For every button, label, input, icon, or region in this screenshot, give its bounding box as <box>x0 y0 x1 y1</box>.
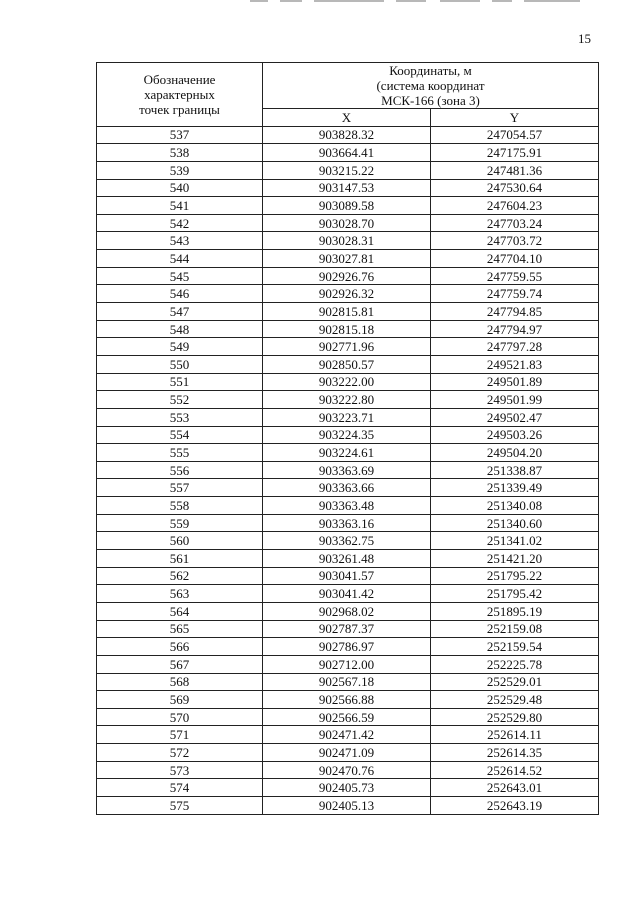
table-row <box>97 444 599 462</box>
y-coordinate-cell: 249501.89 <box>431 373 599 391</box>
x-coordinate-cell: 902815.81 <box>263 303 431 321</box>
point-cell: 562 <box>97 567 263 585</box>
header-line: (система координат <box>376 78 485 93</box>
point-cell: 543 <box>97 232 263 250</box>
table-row <box>97 338 599 356</box>
point-cell: 559 <box>97 514 263 532</box>
x-coordinate-cell: 903222.00 <box>263 373 431 391</box>
x-coordinate-cell: 902815.18 <box>263 320 431 338</box>
y-coordinate-cell: 247704.10 <box>431 250 599 268</box>
point-cell: 554 <box>97 426 263 444</box>
table-row <box>97 602 599 620</box>
point-cell: 541 <box>97 197 263 215</box>
y-coordinate-cell: 252529.01 <box>431 673 599 691</box>
x-coordinate-cell: 903363.66 <box>263 479 431 497</box>
point-cell: 565 <box>97 620 263 638</box>
point-cell: 552 <box>97 391 263 409</box>
table-row <box>97 214 599 232</box>
y-coordinate-cell: 247797.28 <box>431 338 599 356</box>
table-row <box>97 355 599 373</box>
x-coordinate-cell: 902566.88 <box>263 691 431 709</box>
table-row <box>97 408 599 426</box>
x-coordinate-cell: 903261.48 <box>263 550 431 568</box>
y-coordinate-cell: 252643.19 <box>431 796 599 814</box>
y-coordinate-cell: 249504.20 <box>431 444 599 462</box>
table-row <box>97 691 599 709</box>
y-coordinate-cell: 252225.78 <box>431 655 599 673</box>
y-coordinate-cell: 252159.54 <box>431 638 599 656</box>
table-row <box>97 620 599 638</box>
point-cell: 575 <box>97 796 263 814</box>
table-row <box>97 567 599 585</box>
point-cell: 560 <box>97 532 263 550</box>
y-coordinate-cell: 251795.42 <box>431 585 599 603</box>
x-coordinate-cell: 903224.61 <box>263 444 431 462</box>
x-coordinate-cell: 902771.96 <box>263 338 431 356</box>
x-coordinate-cell: 903147.53 <box>263 179 431 197</box>
table-row <box>97 497 599 515</box>
table-row <box>97 726 599 744</box>
x-coordinate-cell: 902786.97 <box>263 638 431 656</box>
point-cell: 544 <box>97 250 263 268</box>
x-coordinate-cell: 903664.41 <box>263 144 431 162</box>
y-coordinate-cell: 251338.87 <box>431 461 599 479</box>
point-cell: 573 <box>97 761 263 779</box>
x-coordinate-cell: 903224.35 <box>263 426 431 444</box>
y-coordinate-cell: 247794.97 <box>431 320 599 338</box>
y-coordinate-cell: 251421.20 <box>431 550 599 568</box>
y-coordinate-cell: 247703.24 <box>431 214 599 232</box>
table-row <box>97 232 599 250</box>
x-coordinate-cell: 903028.70 <box>263 214 431 232</box>
table-row <box>97 303 599 321</box>
point-cell: 549 <box>97 338 263 356</box>
point-cell: 555 <box>97 444 263 462</box>
x-coordinate-cell: 903223.71 <box>263 408 431 426</box>
x-coordinate-cell: 902567.18 <box>263 673 431 691</box>
point-cell: 548 <box>97 320 263 338</box>
x-coordinate-cell: 902926.76 <box>263 267 431 285</box>
table-row <box>97 373 599 391</box>
table-row <box>97 550 599 568</box>
point-cell: 545 <box>97 267 263 285</box>
point-cell: 569 <box>97 691 263 709</box>
table-row <box>97 320 599 338</box>
header-line: МСК-166 (зона 3) <box>381 93 480 108</box>
x-coordinate-cell: 902405.13 <box>263 796 431 814</box>
table-row <box>97 779 599 797</box>
scan-artifact-top <box>250 0 580 3</box>
point-cell: 563 <box>97 585 263 603</box>
point-cell: 570 <box>97 708 263 726</box>
y-coordinate-cell: 249502.47 <box>431 408 599 426</box>
table-row <box>97 285 599 303</box>
x-coordinate-cell: 903041.57 <box>263 567 431 585</box>
point-cell: 551 <box>97 373 263 391</box>
table-row <box>97 267 599 285</box>
point-cell: 558 <box>97 497 263 515</box>
point-cell: 542 <box>97 214 263 232</box>
y-coordinate-cell: 251795.22 <box>431 567 599 585</box>
table-row <box>97 744 599 762</box>
table-row <box>97 673 599 691</box>
y-coordinate-cell: 247481.36 <box>431 161 599 179</box>
x-coordinate-cell: 903363.69 <box>263 461 431 479</box>
y-coordinate-cell: 249501.99 <box>431 391 599 409</box>
table-row <box>97 514 599 532</box>
page-number: 15 <box>578 31 591 46</box>
y-coordinate-cell: 247604.23 <box>431 197 599 215</box>
table-row <box>97 585 599 603</box>
point-cell: 540 <box>97 179 263 197</box>
x-coordinate-cell: 902470.76 <box>263 761 431 779</box>
table-row <box>97 796 599 814</box>
table-row <box>97 391 599 409</box>
point-cell: 564 <box>97 602 263 620</box>
table-row <box>97 144 599 162</box>
table-row <box>97 197 599 215</box>
point-cell: 574 <box>97 779 263 797</box>
y-coordinate-cell: 247175.91 <box>431 144 599 162</box>
point-cell: 557 <box>97 479 263 497</box>
y-coordinate-cell: 251340.08 <box>431 497 599 515</box>
y-coordinate-cell: 249521.83 <box>431 355 599 373</box>
y-coordinate-cell: 252614.11 <box>431 726 599 744</box>
y-coordinate-cell: 247530.64 <box>431 179 599 197</box>
y-coordinate-cell: 247759.74 <box>431 285 599 303</box>
table-row <box>97 461 599 479</box>
x-coordinate-cell: 902968.02 <box>263 602 431 620</box>
x-coordinate-cell: 903222.80 <box>263 391 431 409</box>
y-column-header: Y <box>431 109 599 127</box>
point-cell: 539 <box>97 161 263 179</box>
point-cell: 566 <box>97 638 263 656</box>
y-coordinate-cell: 251895.19 <box>431 602 599 620</box>
table-row <box>97 638 599 656</box>
x-column-header: X <box>263 109 431 127</box>
x-coordinate-cell: 903363.16 <box>263 514 431 532</box>
table-row <box>97 532 599 550</box>
x-coordinate-cell: 903828.32 <box>263 126 431 144</box>
y-coordinate-cell: 252529.80 <box>431 708 599 726</box>
boundary-coordinates-table <box>96 62 599 815</box>
table-row <box>97 161 599 179</box>
point-cell: 550 <box>97 355 263 373</box>
table-row <box>97 426 599 444</box>
x-coordinate-cell: 902850.57 <box>263 355 431 373</box>
y-coordinate-cell: 252614.52 <box>431 761 599 779</box>
y-coordinate-cell: 247703.72 <box>431 232 599 250</box>
x-coordinate-cell: 903215.22 <box>263 161 431 179</box>
point-cell: 547 <box>97 303 263 321</box>
point-cell: 538 <box>97 144 263 162</box>
table-body <box>97 126 599 814</box>
point-cell: 561 <box>97 550 263 568</box>
x-coordinate-cell: 902405.73 <box>263 779 431 797</box>
x-coordinate-cell: 902471.09 <box>263 744 431 762</box>
header-line: Координаты, м <box>389 63 472 78</box>
point-cell: 537 <box>97 126 263 144</box>
header-line: характерных <box>144 86 215 102</box>
y-coordinate-cell: 251341.02 <box>431 532 599 550</box>
point-cell: 568 <box>97 673 263 691</box>
table-row <box>97 655 599 673</box>
point-cell: 572 <box>97 744 263 762</box>
table-row <box>97 250 599 268</box>
x-coordinate-cell: 903362.75 <box>263 532 431 550</box>
x-coordinate-cell: 902712.00 <box>263 655 431 673</box>
y-coordinate-cell: 251340.60 <box>431 514 599 532</box>
x-coordinate-cell: 903363.48 <box>263 497 431 515</box>
x-coordinate-cell: 902471.42 <box>263 726 431 744</box>
y-coordinate-cell: 251339.49 <box>431 479 599 497</box>
point-cell: 546 <box>97 285 263 303</box>
point-cell: 571 <box>97 726 263 744</box>
header-line: точек границы <box>139 101 220 117</box>
point-designation-header <box>97 63 263 127</box>
y-coordinate-cell: 249503.26 <box>431 426 599 444</box>
header-line: Обозначение <box>143 71 216 87</box>
y-coordinate-cell: 252159.08 <box>431 620 599 638</box>
point-cell: 567 <box>97 655 263 673</box>
y-coordinate-cell: 252643.01 <box>431 779 599 797</box>
table-row <box>97 479 599 497</box>
y-coordinate-cell: 252614.35 <box>431 744 599 762</box>
table-row <box>97 179 599 197</box>
x-coordinate-cell: 902566.59 <box>263 708 431 726</box>
y-coordinate-cell: 247794.85 <box>431 303 599 321</box>
table-row <box>97 126 599 144</box>
x-coordinate-cell: 903041.42 <box>263 585 431 603</box>
table-row <box>97 761 599 779</box>
x-coordinate-cell: 902787.37 <box>263 620 431 638</box>
x-coordinate-cell: 903089.58 <box>263 197 431 215</box>
y-coordinate-cell: 252529.48 <box>431 691 599 709</box>
point-cell: 556 <box>97 461 263 479</box>
y-coordinate-cell: 247759.55 <box>431 267 599 285</box>
x-coordinate-cell: 903028.31 <box>263 232 431 250</box>
table-row <box>97 708 599 726</box>
x-coordinate-cell: 903027.81 <box>263 250 431 268</box>
point-cell: 553 <box>97 408 263 426</box>
x-coordinate-cell: 902926.32 <box>263 285 431 303</box>
y-coordinate-cell: 247054.57 <box>431 126 599 144</box>
coordinates-header <box>263 63 599 109</box>
